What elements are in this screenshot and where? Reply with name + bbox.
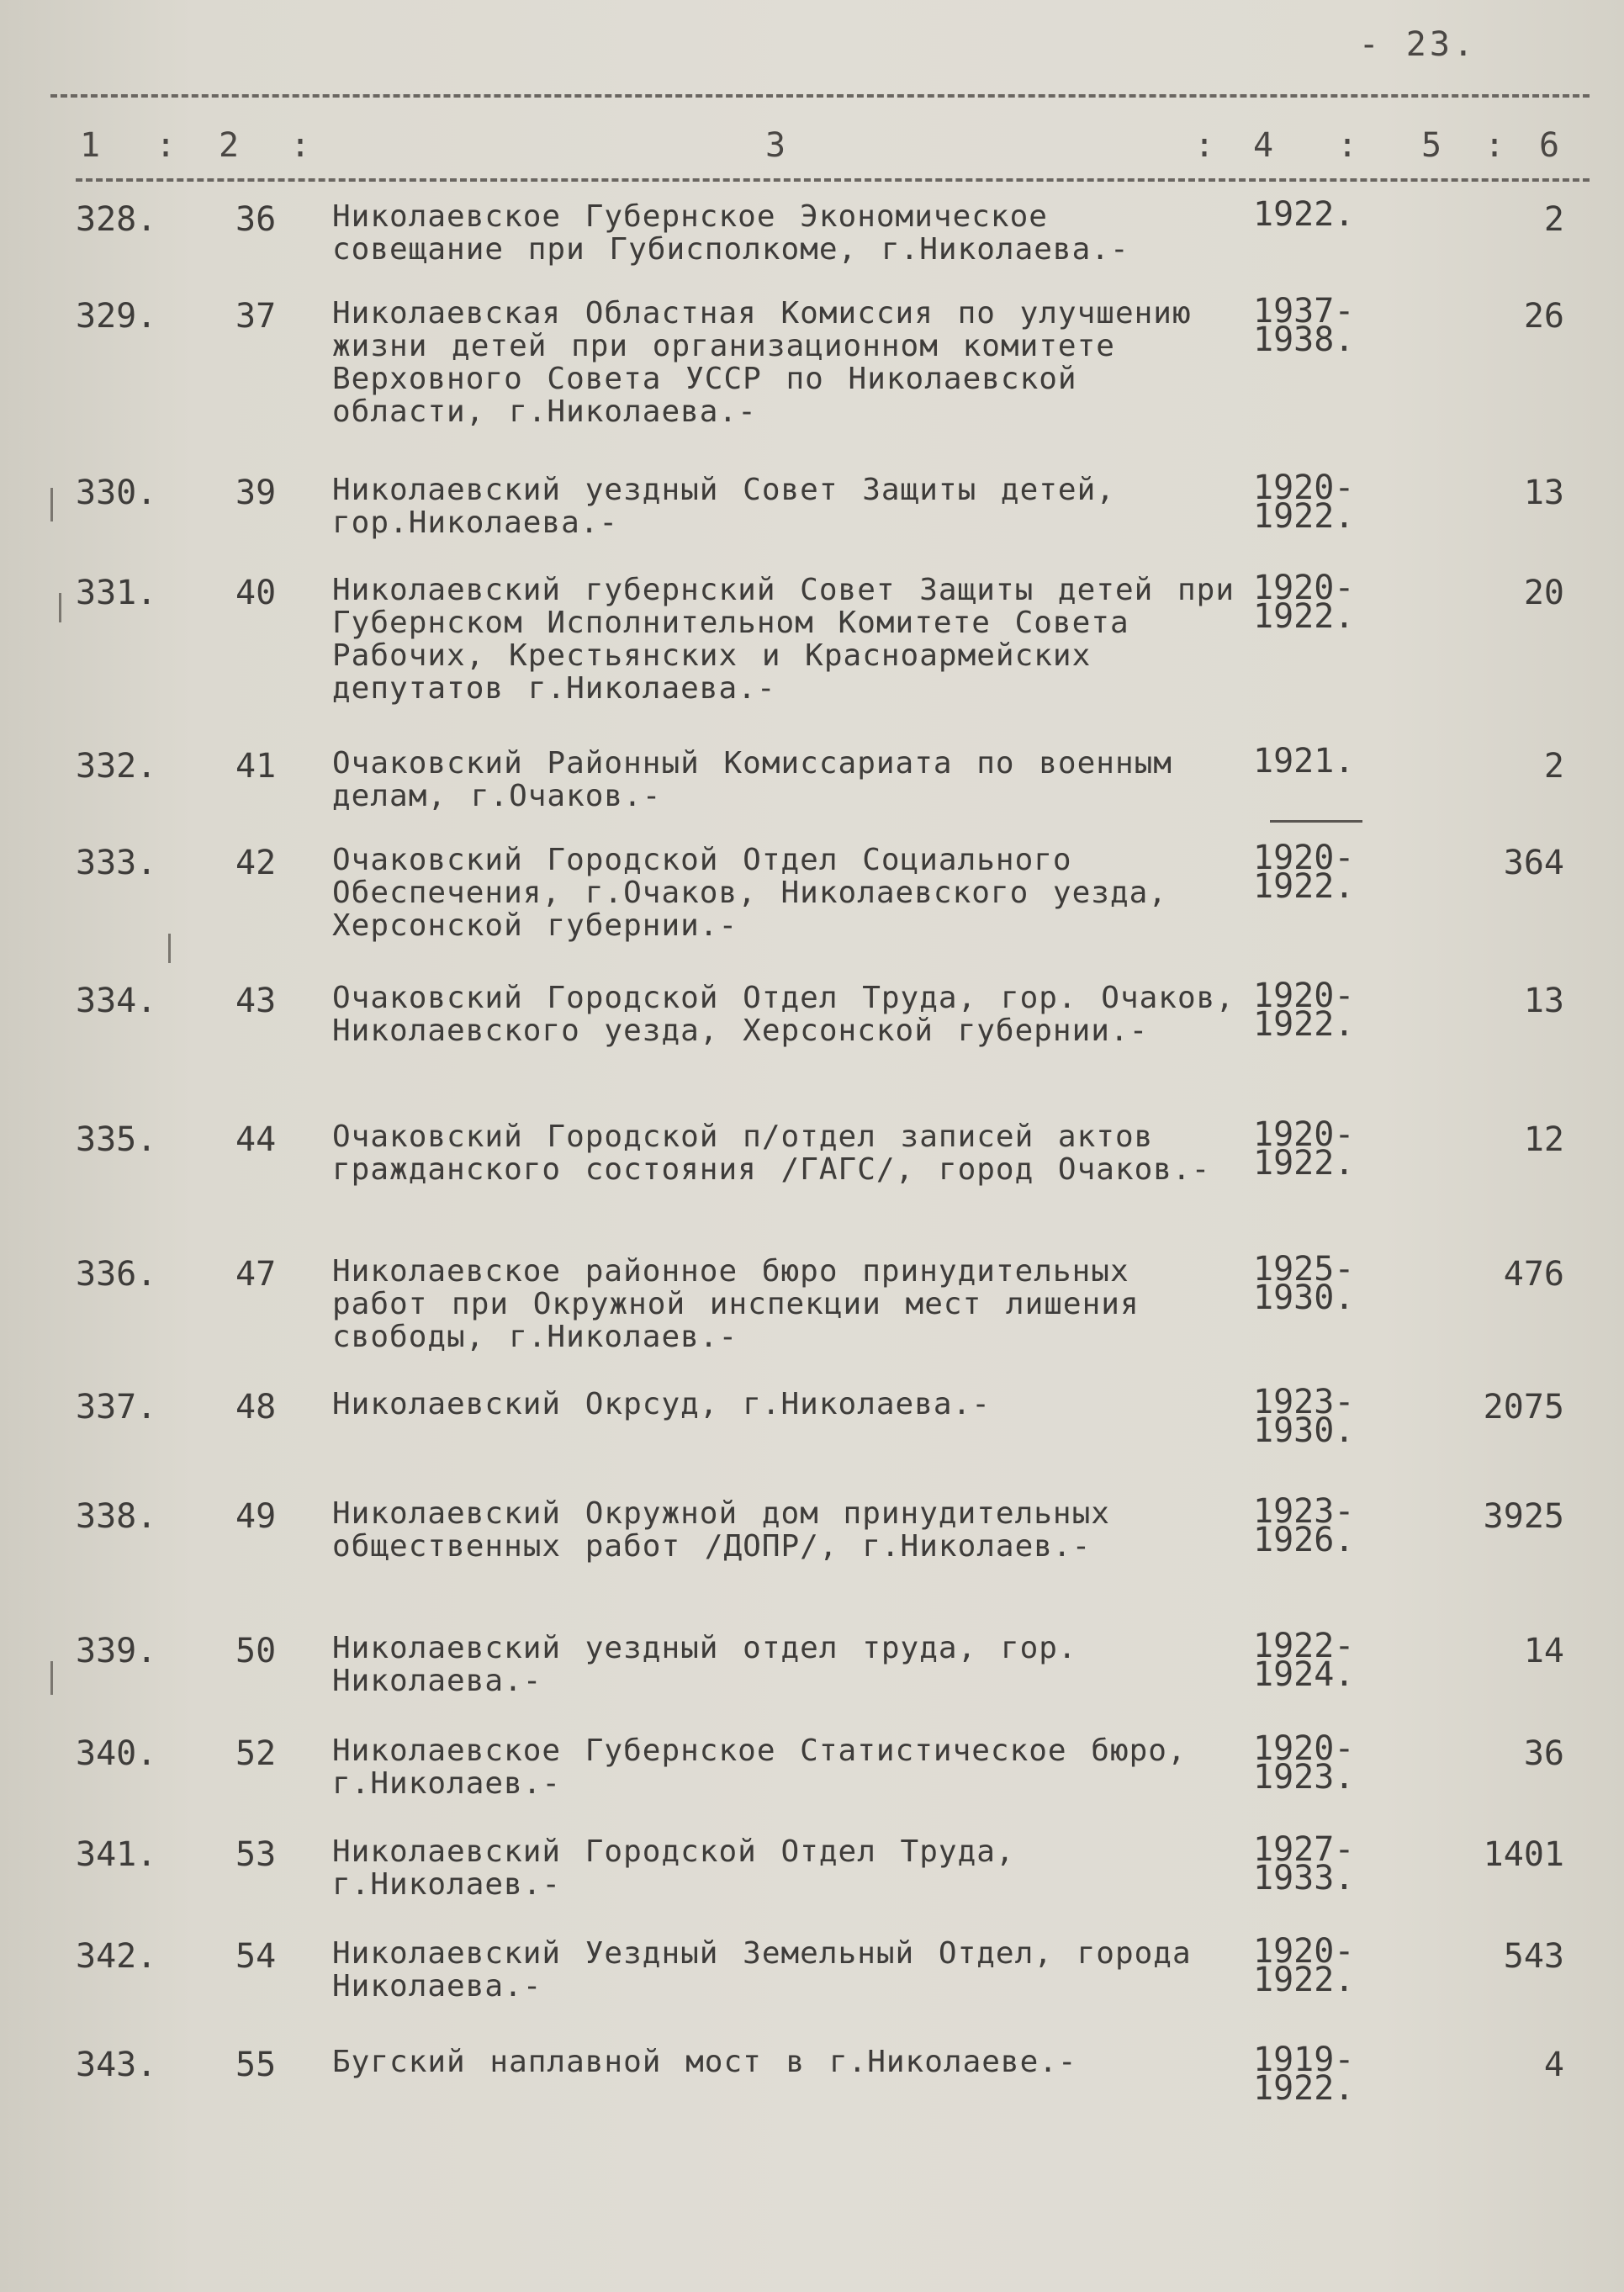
record-years: 1920- 1922. — [1253, 1932, 1355, 1999]
record-count: 13 — [1523, 474, 1564, 512]
fund-number: 49 — [235, 1497, 277, 1536]
fund-number: 53 — [235, 1835, 277, 1874]
col-5-header: 5 — [1421, 126, 1442, 165]
record-number: 337. — [76, 1388, 157, 1427]
col-separator: : — [156, 126, 177, 165]
record-years: 1922. — [1253, 195, 1355, 234]
record-years: 1920- 1922. — [1253, 468, 1355, 536]
record-years: 1923- 1926. — [1253, 1492, 1355, 1559]
record-count: 476 — [1503, 1255, 1564, 1294]
record-title: Николаевское Губернское Статистическое бюро, г.Николаев.- — [332, 1734, 1187, 1801]
record-title: Николаевский Уездный Земельный Отдел, города Николаева.- — [332, 1936, 1192, 2004]
record-years: 1922- 1924. — [1253, 1627, 1355, 1694]
record-count: 14 — [1523, 1632, 1564, 1670]
record-years: 1920- 1923. — [1253, 1729, 1355, 1797]
col-separator: : — [1194, 126, 1215, 165]
col-3-header: 3 — [765, 126, 786, 165]
record-title: Очаковский Городской Отдел Труда, гор. Очаков, Николаевского уезда, Херсонской губернии.- — [332, 981, 1235, 1048]
record-years: 1919- 1922. — [1253, 2041, 1355, 2108]
fund-number: 47 — [235, 1255, 277, 1294]
record-number: 332. — [76, 747, 157, 786]
record-number: 333. — [76, 844, 157, 882]
underline-mark — [1270, 820, 1362, 823]
fund-number: 40 — [235, 574, 277, 612]
margin-mark — [50, 1661, 53, 1695]
record-number: 335. — [76, 1120, 157, 1159]
page-number: - 23. — [1358, 25, 1477, 64]
record-years: 1920- 1922. — [1253, 977, 1355, 1044]
record-years: 1921. — [1253, 742, 1355, 781]
col-separator: : — [1337, 126, 1358, 165]
record-count: 543 — [1503, 1937, 1564, 1976]
record-count: 26 — [1523, 297, 1564, 336]
record-title: Очаковский Районный Комиссариата по военным делам, г.Очаков.- — [332, 746, 1172, 813]
fund-number: 37 — [235, 297, 277, 336]
record-number: 338. — [76, 1497, 157, 1536]
record-number: 328. — [76, 200, 157, 239]
fund-number: 36 — [235, 200, 277, 239]
record-count: 364 — [1503, 844, 1564, 882]
col-2-header: 2 — [219, 126, 240, 165]
record-title: Николаевский Окружной дом принудительных общественных работ /ДОПР/, г.Николаев.- — [332, 1496, 1110, 1564]
record-count: 12 — [1523, 1120, 1564, 1159]
record-title: Николаевское Губернское Экономическое совещание при Губисполкоме, г.Николаева.- — [332, 199, 1129, 267]
record-years: 1937- 1938. — [1253, 292, 1355, 359]
fund-number: 42 — [235, 844, 277, 882]
record-count: 13 — [1523, 982, 1564, 1020]
record-count: 20 — [1523, 574, 1564, 612]
record-count: 1401 — [1483, 1835, 1564, 1874]
record-number: 329. — [76, 297, 157, 336]
record-title: Николаевский уездный отдел труда, гор. Николаева.- — [332, 1631, 1077, 1698]
fund-number: 50 — [235, 1632, 277, 1670]
record-title: Очаковский Городской п/отдел записей актов гражданского состояния /ГАГС/, город Очаков.- — [332, 1120, 1211, 1187]
fund-number: 43 — [235, 982, 277, 1020]
record-years: 1920- 1922. — [1253, 839, 1355, 906]
record-count: 3925 — [1483, 1497, 1564, 1536]
fund-number: 52 — [235, 1734, 277, 1773]
record-count: 2075 — [1483, 1388, 1564, 1427]
record-number: 331. — [76, 574, 157, 612]
record-count: 2 — [1543, 200, 1564, 239]
record-years: 1923- 1930. — [1253, 1383, 1355, 1450]
record-years: 1925- 1930. — [1253, 1250, 1355, 1317]
record-count: 36 — [1523, 1734, 1564, 1773]
record-count: 2 — [1543, 747, 1564, 786]
fund-number: 48 — [235, 1388, 277, 1427]
record-title: Николаевский губернский Совет Защиты детей при Губернском Исполнительном Комитете Совета Рабочих, Крестьянских и Красноармейских депутатов г.Николаева.- — [332, 573, 1235, 706]
record-title: Николаевский уездный Совет Защиты детей, гор.Николаева.- — [332, 473, 1115, 540]
margin-mark — [59, 593, 61, 622]
record-number: 339. — [76, 1632, 157, 1670]
header-dashed-rule — [76, 178, 1590, 182]
top-dashed-rule — [50, 94, 1590, 98]
col-1-header: 1 — [80, 126, 101, 165]
record-title: Николаевская Областная Комиссия по улучшению жизни детей при организационном комитете Верховного Совета УССР по Николаевской области, г.Николаева.- — [332, 296, 1192, 429]
record-number: 330. — [76, 474, 157, 512]
record-number: 340. — [76, 1734, 157, 1773]
fund-number: 55 — [235, 2046, 277, 2084]
record-number: 342. — [76, 1937, 157, 1976]
record-title: Николаевский Городской Отдел Труда, г.Николаев.- — [332, 1834, 1015, 1902]
record-title: Очаковский Городской Отдел Социального Обеспечения, г.Очаков, Николаевского уезда, Херсонской губернии.- — [332, 843, 1167, 943]
margin-mark — [168, 934, 171, 963]
record-number: 334. — [76, 982, 157, 1020]
record-title: Николаевский Окрсуд, г.Николаева.- — [332, 1387, 991, 1421]
fund-number: 44 — [235, 1120, 277, 1159]
fund-number: 39 — [235, 474, 277, 512]
record-number: 341. — [76, 1835, 157, 1874]
fund-number: 54 — [235, 1937, 277, 1976]
record-title: Бугский наплавной мост в г.Николаеве.- — [332, 2045, 1077, 2079]
record-title: Николаевское районное бюро принудительных работ при Окружной инспекции мест лишения свободы, г.Николаев.- — [332, 1254, 1140, 1354]
record-years: 1920- 1922. — [1253, 569, 1355, 636]
record-count: 4 — [1543, 2046, 1564, 2084]
col-6-header: 6 — [1539, 126, 1560, 165]
col-separator: : — [1484, 126, 1505, 165]
col-separator: : — [290, 126, 311, 165]
record-number: 336. — [76, 1255, 157, 1294]
col-4-header: 4 — [1253, 126, 1274, 165]
margin-mark — [50, 488, 53, 521]
fund-number: 41 — [235, 747, 277, 786]
record-years: 1920- 1922. — [1253, 1115, 1355, 1183]
record-years: 1927- 1933. — [1253, 1830, 1355, 1898]
record-number: 343. — [76, 2046, 157, 2084]
